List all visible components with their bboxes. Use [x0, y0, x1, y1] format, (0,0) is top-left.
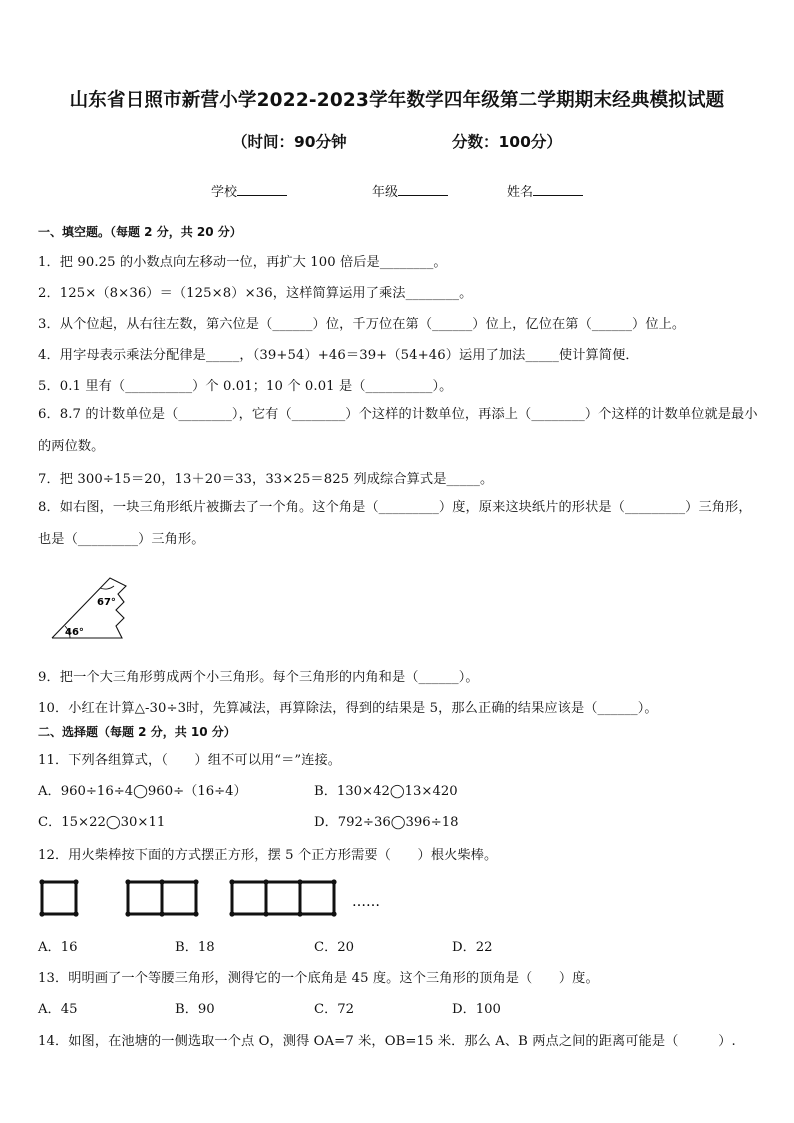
q11-option-d[interactable]: D．792÷36◯396÷18 — [314, 815, 459, 830]
q11-option-b[interactable]: B．130×42◯13×420 — [314, 784, 458, 799]
name-blank — [533, 183, 583, 196]
question-11: 11．下列各组算式，（ ）组不可以用“＝”连接。 — [38, 753, 342, 768]
question-1: 1．把 90.25 的小数点向左移动一位，再扩大 100 倍后是________。 — [38, 255, 447, 270]
school-field — [211, 181, 287, 200]
question-8: 8．如右图，一块三角形纸片被撕去了一个角。这个角是（_________）度，原来这块纸片的形状是（_________）三角形，也是（_________）三角形。 — [38, 500, 752, 547]
torn-triangle-outline — [52, 578, 126, 638]
section-fill-blank: 一、填空题。（每题 2 分，共 20 分） — [38, 225, 242, 239]
matchstick-group-1 — [42, 882, 76, 914]
matchstick-heads-1 — [39, 879, 78, 916]
q13-option-d[interactable]: D．100 — [452, 1002, 501, 1017]
q12-option-a[interactable]: A．16 — [38, 940, 78, 955]
matchstick-heads-3 — [229, 879, 336, 916]
grade-field — [372, 181, 448, 200]
section-multiple-choice: 二、选择题（每题 2 分，共 10 分） — [38, 725, 236, 739]
q13-option-b[interactable]: B．90 — [175, 1002, 215, 1017]
question-7: 7．把 300÷15＝20，13＋20＝33，33×25＝825 列成综合算式是_____。 — [38, 472, 494, 487]
question-3: 3．从个位起，从右往左数，第六位是（______）位，千万位在第（______）位上，亿位在第（______）位上。 — [38, 317, 686, 332]
question-10: 10．小红在计算△-30÷3时，先算减法，再算除法，得到的结果是 5，那么正确的结果应该是（______）。 — [38, 701, 658, 716]
matchstick-ellipsis: …… — [352, 894, 380, 910]
matchstick-group-3 — [232, 882, 334, 914]
question-13: 13．明明画了一个等腰三角形，测得它的一个底角是 45 度。这个三角形的顶角是（ ）度。 — [38, 971, 599, 986]
question-6: 6．8.7 的计数单位是（________），它有（________）个这样的计数单位，再添上（________）个这样的计数单位就是最小的两位数。 — [38, 407, 758, 454]
page-title: 山东省日照市新营小学2022-2023学年数学四年级第二学期期末经典模拟试题 — [69, 90, 725, 111]
angle-label-top: 67° — [97, 597, 116, 608]
score-label: 分数：100分） — [452, 133, 562, 151]
time-label: （时间：90分钟 — [232, 133, 347, 151]
q12-option-d[interactable]: D．22 — [452, 940, 493, 955]
question-14: 14．如图，在池塘的一侧选取一个点 O，测得 OA=7 米，OB=15 米．那么 A、B 两点之间的距离可能是（ ）. — [38, 1034, 736, 1049]
q13-option-c[interactable]: C．72 — [314, 1002, 355, 1017]
grade-label: 年级 — [372, 185, 399, 200]
school-label: 学校 — [211, 185, 238, 200]
question-2: 2．125×（8×36）＝（125×8）×36，这样简算运用了乘法________。 — [38, 286, 473, 301]
torn-triangle-figure — [48, 572, 132, 642]
q12-option-c[interactable]: C．20 — [314, 940, 355, 955]
matchstick-squares-figure — [36, 876, 386, 920]
q11-option-a[interactable]: A．960÷16÷4◯960÷（16÷4） — [38, 784, 247, 799]
q13-option-a[interactable]: A．45 — [38, 1002, 78, 1017]
q12-option-b[interactable]: B．18 — [175, 940, 215, 955]
question-12: 12．用火柴棒按下面的方式摆正方形，摆 5 个正方形需要（ ）根火柴棒。 — [38, 848, 498, 863]
school-blank — [237, 183, 287, 196]
angle-label-bottom: 46° — [65, 627, 84, 638]
question-5: 5．0.1 里有（__________）个 0.01；10 个 0.01 是（__________）。 — [38, 379, 453, 394]
matchstick-group-2 — [128, 882, 196, 914]
question-4: 4．用字母表示乘法分配律是_____，（39+54）+46＝39+（54+46）运用了加法_____使计算简便． — [38, 348, 639, 363]
grade-blank — [398, 183, 448, 196]
name-label: 姓名 — [507, 185, 534, 200]
q11-option-c[interactable]: C．15×22◯30×11 — [38, 815, 166, 830]
name-field — [507, 181, 583, 200]
question-9: 9．把一个大三角形剪成两个小三角形。每个三角形的内角和是（______）。 — [38, 670, 479, 685]
